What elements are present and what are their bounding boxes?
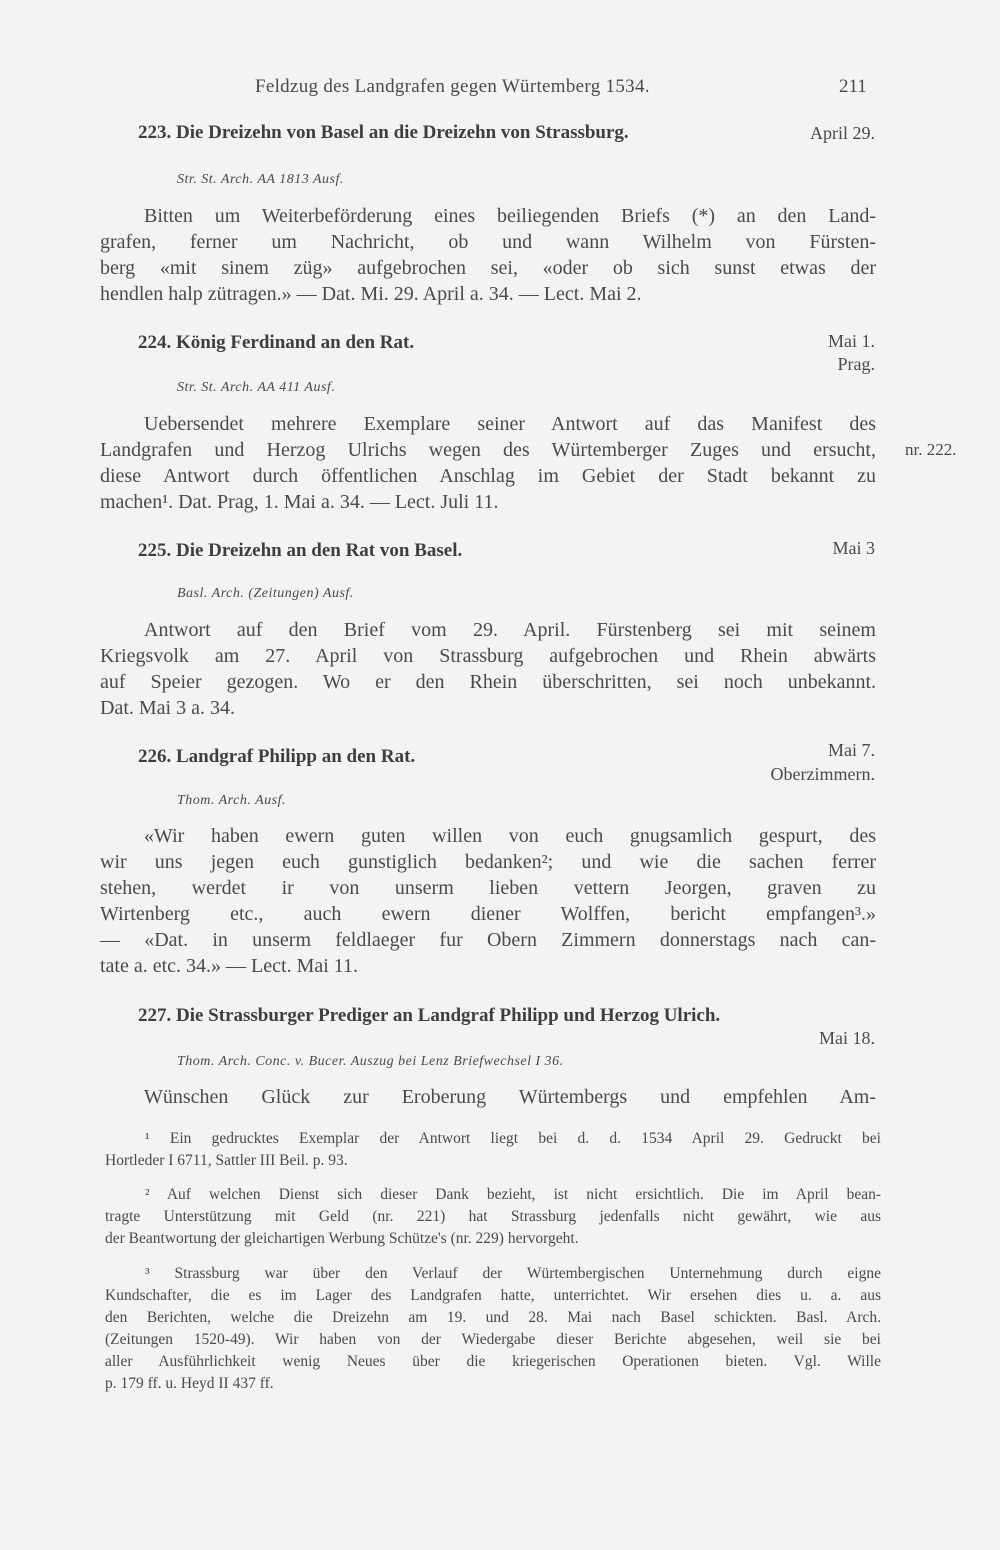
running-title: Feldzug des Landgrafen gegen Würtemberg 1534. <box>255 76 650 97</box>
text-line: Kriegsvolk am 27. April von Strassburg aufgebrochen und Rhein abwärts <box>100 645 876 667</box>
entry-date-227: Mai 18. <box>819 1028 875 1048</box>
footnote-2 <box>105 1184 881 1250</box>
entry-date-223: April 29. <box>810 123 875 143</box>
entry-text-226 <box>100 823 876 979</box>
text-line: Wirtenberg etc., auch ewern diener Wolffen, bericht empfangen³.» <box>100 903 876 925</box>
text-line: Bitten um Weiterbeförderung eines beiliegenden Briefs (*) an den Land- <box>144 205 876 227</box>
text-line: berg «mit sinem züg» aufgebrochen sei, «oder ob sich sunst etwas der <box>100 257 876 279</box>
footnote-line: den Berichten, welche die Dreizehn am 19. und 28. Mai nach Basel schickten. Basl. Arch. <box>105 1309 881 1326</box>
footnote-line: ³ Strassburg war über den Verlauf der Würtembergischen Unternehmung durch eigne <box>145 1265 881 1282</box>
text-line: «Wir haben ewern guten willen von euch gnugsamlich gespurt, des <box>144 825 876 847</box>
entry-date-224: Mai 1. <box>828 331 875 351</box>
entry-place-224: Prag. <box>837 354 875 374</box>
text-line: grafen, ferner um Nachricht, ob und wann Wilhelm von Fürsten- <box>100 231 876 253</box>
entry-text-223 <box>100 203 876 307</box>
footnote-line: ² Auf welchen Dienst sich dieser Dank bezieht, ist nicht ersichtlich. Die im April bean- <box>145 1186 881 1203</box>
entry-source-226: Thom. Arch. Ausf. <box>177 793 286 808</box>
footnote-1 <box>105 1128 881 1172</box>
footnote-3 <box>105 1263 881 1395</box>
footnote-line: p. 179 ff. u. Heyd II 437 ff. <box>105 1375 274 1392</box>
entry-heading-226: 226. Landgraf Philipp an den Rat. <box>138 746 416 767</box>
page-number: 211 <box>839 76 867 97</box>
entry-heading-225: 225. Die Dreizehn an den Rat von Basel. <box>138 540 463 561</box>
footnote-line: tragte Unterstützung mit Geld (nr. 221) hat Strassburg jedenfalls nicht gewährt, wie aus <box>105 1208 881 1225</box>
text-line: Uebersendet mehrere Exemplare seiner Antwort auf das Manifest des <box>144 413 876 435</box>
text-line: Dat. Mai 3 a. 34. <box>100 697 235 719</box>
entry-heading-227: 227. Die Strassburger Prediger an Landgraf Philipp und Herzog Ulrich. <box>138 1005 721 1026</box>
text-line: stehen, werdet ir von unserm lieben vettern Jeorgen, graven zu <box>100 877 876 899</box>
entry-place-226: Oberzimmern. <box>770 764 875 784</box>
footnote-line: Hortleder I 6711, Sattler III Beil. p. 93. <box>105 1152 348 1169</box>
entry-date-225: Mai 3 <box>832 538 875 558</box>
entry-source-227: Thom. Arch. Conc. v. Bucer. Auszug bei Lenz Briefwechsel I 36. <box>177 1054 564 1069</box>
footnote-line: aller Ausführlichkeit wenig Neues über die kriegerischen Operationen bieten. Vgl. Wille <box>105 1353 881 1370</box>
entry-source-223: Str. St. Arch. AA 1813 Ausf. <box>177 172 344 187</box>
footnote-line: (Zeitungen 1520-49). Wir haben von der Wiedergabe dieser Berichte abgesehen, weil sie bei <box>105 1331 881 1348</box>
footnote-line: ¹ Ein gedrucktes Exemplar der Antwort liegt bei d. d. 1534 April 29. Gedruckt bei <box>145 1130 881 1147</box>
entry-text-225 <box>100 617 876 721</box>
text-line: auf Speier gezogen. Wo er den Rhein überschritten, sei noch unbekannt. <box>100 671 876 693</box>
entry-source-225: Basl. Arch. (Zeitungen) Ausf. <box>177 586 354 601</box>
entry-date-226: Mai 7. <box>828 740 875 760</box>
entry-source-224: Str. St. Arch. AA 411 Ausf. <box>177 380 336 395</box>
text-line: Wünschen Glück zur Eroberung Würtembergs und empfehlen Am- <box>144 1086 876 1108</box>
text-line: Antwort auf den Brief vom 29. April. Fürstenberg sei mit seinem <box>144 619 876 641</box>
text-line: hendlen halp zütragen.» — Dat. Mi. 29. April a. 34. — Lect. Mai 2. <box>100 283 642 305</box>
entry-heading-223: 223. Die Dreizehn von Basel an die Dreizehn von Strassburg. <box>138 122 629 143</box>
footnote-line: der Beantwortung der gleichartigen Werbung Schütze's (nr. 229) hervorgeht. <box>105 1230 579 1247</box>
text-line: — «Dat. in unserm feldlaeger fur Obern Zimmern donnerstags nach can- <box>100 929 876 951</box>
entry-text-224 <box>100 411 876 515</box>
margin-note-224: nr. 222. <box>905 440 957 459</box>
footnote-line: Kundschafter, die es im Lager des Landgrafen hatte, unterrichtet. Wir ersehen dies u. a. aus <box>105 1287 881 1304</box>
text-line: tate a. etc. 34.» — Lect. Mai 11. <box>100 955 359 977</box>
text-line: machen¹. Dat. Prag, 1. Mai a. 34. — Lect. Juli 11. <box>100 491 499 513</box>
entry-heading-224: 224. König Ferdinand an den Rat. <box>138 332 415 353</box>
entry-text-227 <box>100 1084 876 1110</box>
text-line: Landgrafen und Herzog Ulrichs wegen des Würtemberger Zuges und ersucht, <box>100 439 876 461</box>
text-line: wir uns jegen euch gunstiglich bedanken²; und wie die sachen ferrer <box>100 851 876 873</box>
text-line: diese Antwort durch öffentlichen Anschlag im Gebiet der Stadt bekannt zu <box>100 465 876 487</box>
